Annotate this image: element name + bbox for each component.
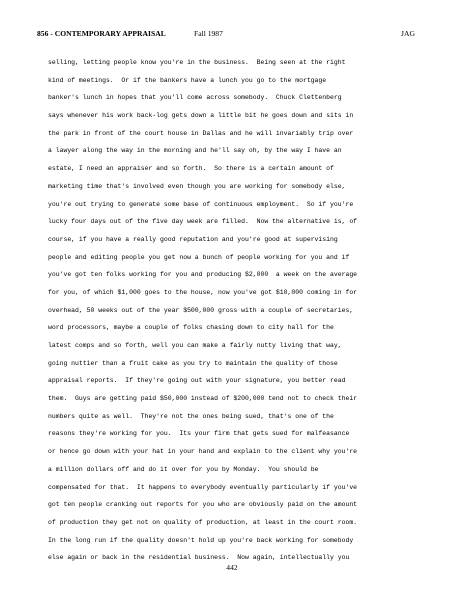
text-line: compensated for that. It happens to everybody eventually particularly if you've [48,483,358,491]
text-line: reasons they're working for you. Its your firm that gets sued for malfeasance [48,430,350,438]
text-line: got ten people cranking out reports for you who are obviously paid on the amount [48,501,358,509]
text-line: for you, of which $1,000 goes to the house, now you've got $10,000 coming in for [48,288,358,296]
text-line: appraisal reports. If they're going out with your signature, you better read [48,377,346,385]
text-line: selling, letting people know you're in the business. Being seen at the right [48,59,346,66]
text-line: you've got ten folks working for you and producing $2,000 a week on the average [48,271,358,279]
text-line: the park in front of the court house in Dallas and he will invariably trip over [48,129,354,137]
text-line: overhead, 50 weeks out of the year $500,000 gross with a couple of secretaries, [48,306,354,314]
text-line: a lawyer along the way in the morning and he'll say oh, by the way I have an [48,147,342,155]
text-line: lucky four days out of the five day week are filled. Now the alternative is, of [48,218,358,226]
text-line: banker's lunch in hopes that you'll come across somebody. Chuck Clettenberg [48,94,342,102]
text-line: or hence go down with your hat in your hand and explain to the client why you're [48,448,358,456]
text-line: you're out trying to generate some base of continuous employment. So if you're [48,200,354,208]
text-line: a million dollars off and do it over for you by Monday. You should be [48,465,319,473]
text-line: of production they get not on quality of production, at least in the court room. [48,518,358,526]
author-initials: JAG [401,29,415,38]
text-line: marketing time that's involved even though you are working for somebody else, [48,182,346,190]
text-line: estate, I need an appraiser and so forth. So there is a certain amount of [48,165,334,173]
text-line: In the long run if the quality doesn't hold up you're back working for somebody [48,536,354,544]
text-line: people and editing people you get now a bunch of people working for you and if [48,253,350,261]
journal-reference: 856 - CONTEMPORARY APPRAISAL [37,29,166,38]
text-line: else again or back in the residential business. Now again, intellectually you [48,554,350,562]
text-line: numbers quite as well. They're not the ones being sued, that's one of the [48,412,334,420]
text-line: them. Guys are getting paid $50,000 instead of $200,000 tend not to check their [48,395,358,403]
text-line: word processors, maybe a couple of folks chasing down to city hall for the [48,324,334,332]
text-line: going nuttier than a fruit cake as you try to maintain the quality of those [48,359,338,367]
text-line: course, if you have a really good reputation and you're good at supervising [48,235,338,243]
text-line: kind of meetings. Or if the bankers have a lunch you go to the mortgage [48,76,327,84]
text-line: latest comps and so forth, well you can make a fairly nutty living that way, [48,342,342,349]
page-number: 442 [226,563,238,572]
issue-date: Fall 1987 [194,29,223,38]
running-header [37,29,437,39]
transcript-body [48,54,443,567]
text-line: says whenever his work back-log gets down a little bit he goes down and sits in [48,112,354,120]
